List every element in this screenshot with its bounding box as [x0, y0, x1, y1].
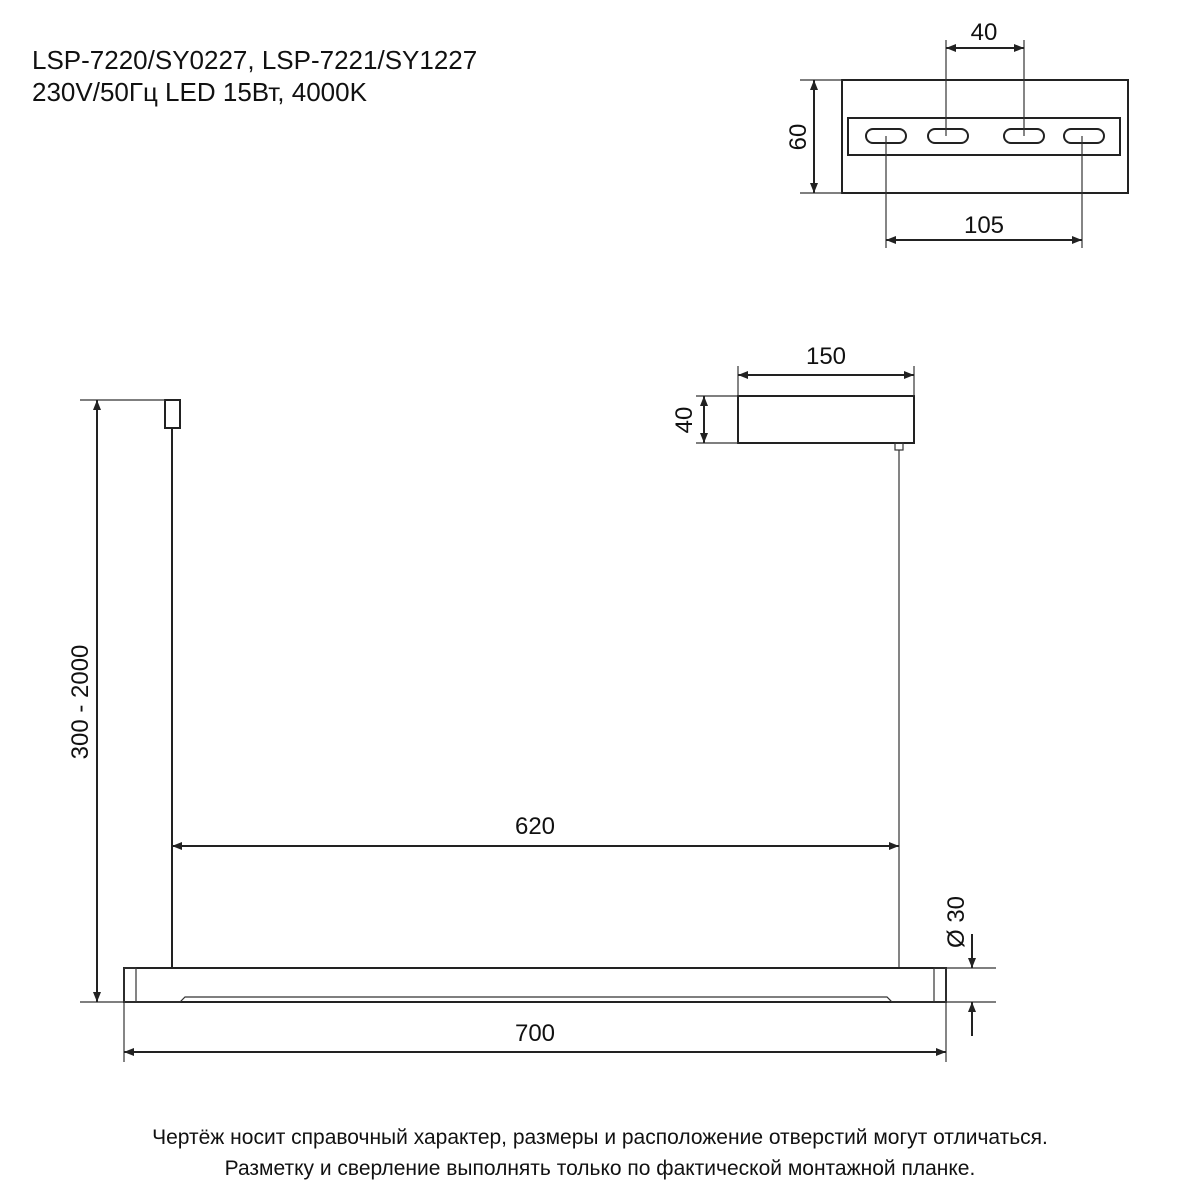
disclaimer	[0, 1122, 1200, 1184]
mount-plate-slots	[866, 129, 1104, 143]
mount-plate-bar	[848, 118, 1120, 155]
mount-plate-outline	[842, 80, 1128, 193]
disclaimer-line-1: Чертёж носит справочный характер, размеры и расположение отверстий могут отличаться.	[152, 1126, 1048, 1149]
lamp-body	[124, 968, 946, 1002]
dim-suspension-length: 300 - 2000	[67, 644, 94, 760]
mount-slot	[1064, 129, 1104, 143]
mount-slot	[928, 129, 968, 143]
suspension	[165, 400, 899, 968]
mount-plate-detail	[785, 19, 1128, 248]
canopy	[671, 343, 914, 450]
dim-canopy-height: 40	[671, 406, 698, 434]
dim-diameter: Ø 30	[943, 895, 970, 949]
ceiling-clip	[165, 400, 180, 428]
canopy-cable-grip	[895, 443, 903, 450]
lamp-dimensions	[67, 400, 996, 1062]
dim-canopy-width: 150	[805, 343, 847, 370]
lamp-end-cap-right	[934, 968, 946, 1002]
model-numbers: LSP-7220/SY0227, LSP-7221/SY1227	[32, 45, 478, 75]
electrical-specs: 230V/50Гц LED 15Вт, 4000K	[32, 77, 367, 107]
dim-cable-spacing: 620	[514, 813, 556, 840]
dim-outer-spacing: 105	[963, 212, 1005, 239]
dim-hole-spacing: 40	[970, 19, 998, 46]
canopy-body	[738, 396, 914, 443]
lamp-end-cap-left	[124, 968, 136, 1002]
dim-plate-height: 60	[785, 123, 812, 151]
disclaimer-line-2: Разметку и сверление выполнять только по фактической монтажной планке.	[224, 1157, 976, 1180]
dim-total-length: 700	[514, 1020, 556, 1047]
